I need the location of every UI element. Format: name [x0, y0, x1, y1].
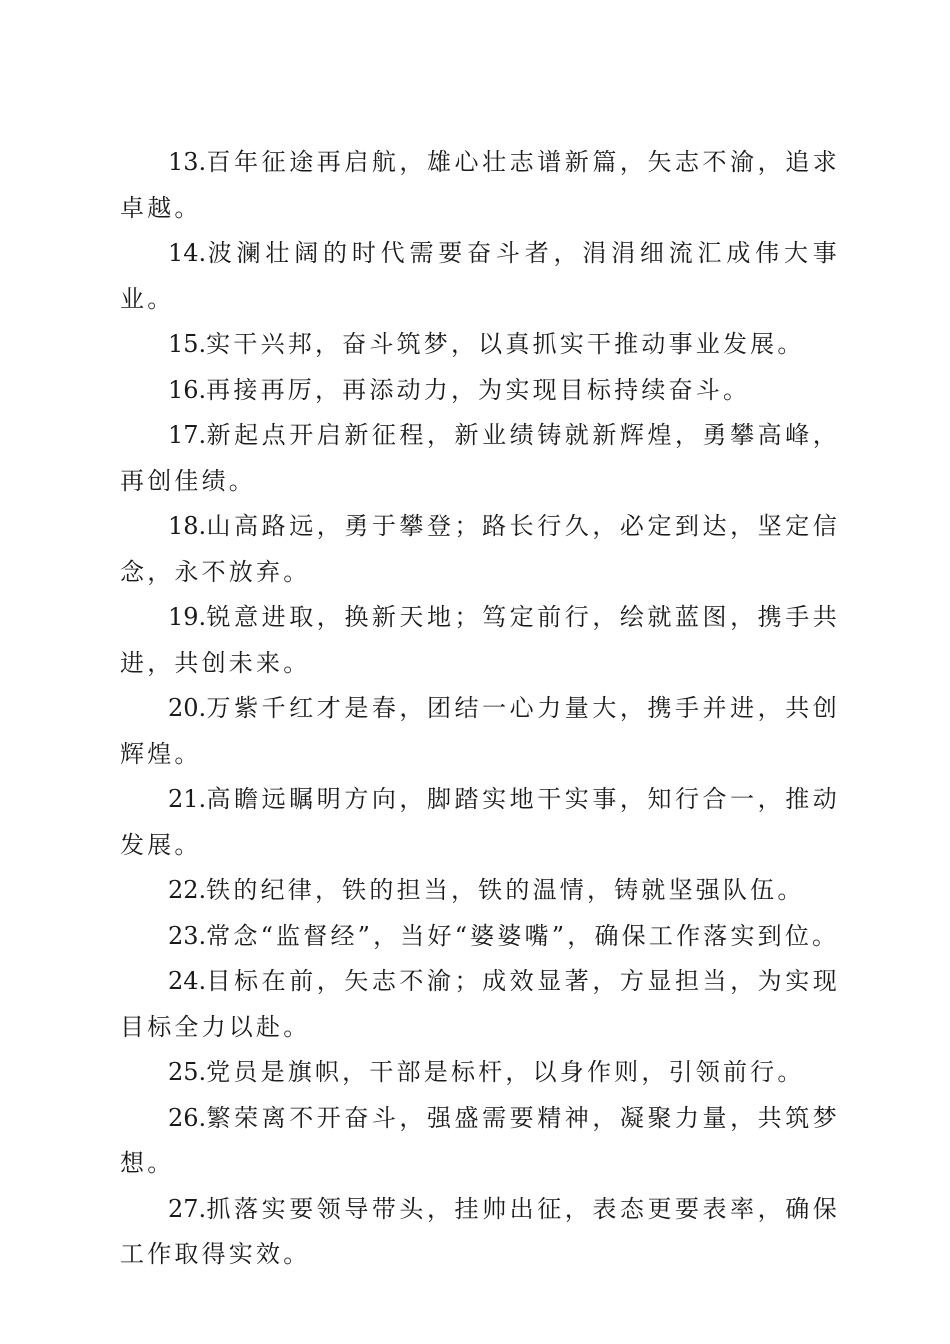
item-text: 繁荣离不开奋斗，强盛需要精神，凝聚力量，共筑梦想。 — [120, 1103, 840, 1177]
item-number: 18. — [168, 512, 207, 540]
item-text: 目标在前，矢志不渝；成效显著，方显担当，为实现目标全力以赴。 — [120, 967, 840, 1041]
item-number: 13. — [168, 148, 207, 176]
item-number: 27. — [168, 1194, 207, 1223]
list-item — [120, 914, 840, 960]
item-number: 22. — [168, 876, 207, 904]
list-item — [120, 413, 840, 504]
item-text: 常念“监督经”，当好“婆婆嘴”，确保工作落实到位。 — [206, 921, 840, 950]
item-number: 17. — [168, 421, 207, 449]
item-number: 15. — [168, 330, 207, 358]
item-text: 新起点开启新征程，新业绩铸就新辉煌，勇攀高峰，再创佳绩。 — [120, 421, 840, 495]
item-number: 20. — [168, 694, 207, 722]
item-text: 党员是旗帜，干部是标杆，以身作则，引领前行。 — [206, 1058, 805, 1086]
item-text: 波澜壮阔的时代需要奋斗者，涓涓细流汇成伟大事业。 — [120, 239, 840, 313]
item-number: 14. — [168, 239, 207, 267]
list-item — [120, 1096, 840, 1187]
list-item — [120, 777, 840, 868]
item-number: 23. — [168, 921, 207, 950]
item-number: 16. — [168, 375, 207, 404]
item-text: 山高路远，勇于攀登；路长行久，必定到达，坚定信念，永不放弃。 — [120, 512, 840, 586]
list-item — [120, 231, 840, 322]
list-item — [120, 595, 840, 686]
item-text: 锐意进取，换新天地；笃定前行，绘就蓝图，携手共进，共创未来。 — [120, 603, 840, 677]
list-item — [120, 686, 840, 777]
list-item — [120, 868, 840, 914]
list-item — [120, 368, 840, 414]
item-text: 实干兴邦，奋斗筑梦，以真抓实干推动事业发展。 — [206, 330, 805, 358]
list-item — [120, 140, 840, 231]
list-item — [120, 504, 840, 595]
item-text: 万紫千红才是春，团结一心力量大，携手并进，共创辉煌。 — [120, 694, 840, 768]
item-text: 抓落实要领导带头，挂帅出征，表态更要表率，确保工作取得实效。 — [120, 1194, 840, 1268]
item-number: 26. — [168, 1103, 207, 1132]
list-item — [120, 1050, 840, 1096]
item-number: 25. — [168, 1058, 207, 1086]
item-number: 21. — [168, 785, 207, 813]
item-text: 高瞻远瞩明方向，脚踏实地干实事，知行合一，推动发展。 — [120, 785, 840, 859]
item-text: 铁的纪律，铁的担当，铁的温情，铸就坚强队伍。 — [206, 876, 805, 904]
document-body — [120, 140, 840, 1278]
item-text: 再接再厉，再添动力，为实现目标持续奋斗。 — [206, 375, 751, 404]
item-text: 百年征途再启航，雄心壮志谱新篇，矢志不渝，追求卓越。 — [120, 148, 840, 222]
list-item — [120, 1187, 840, 1278]
item-number: 19. — [168, 603, 207, 631]
list-item — [120, 959, 840, 1050]
list-item — [120, 322, 840, 368]
item-number: 24. — [168, 967, 207, 995]
